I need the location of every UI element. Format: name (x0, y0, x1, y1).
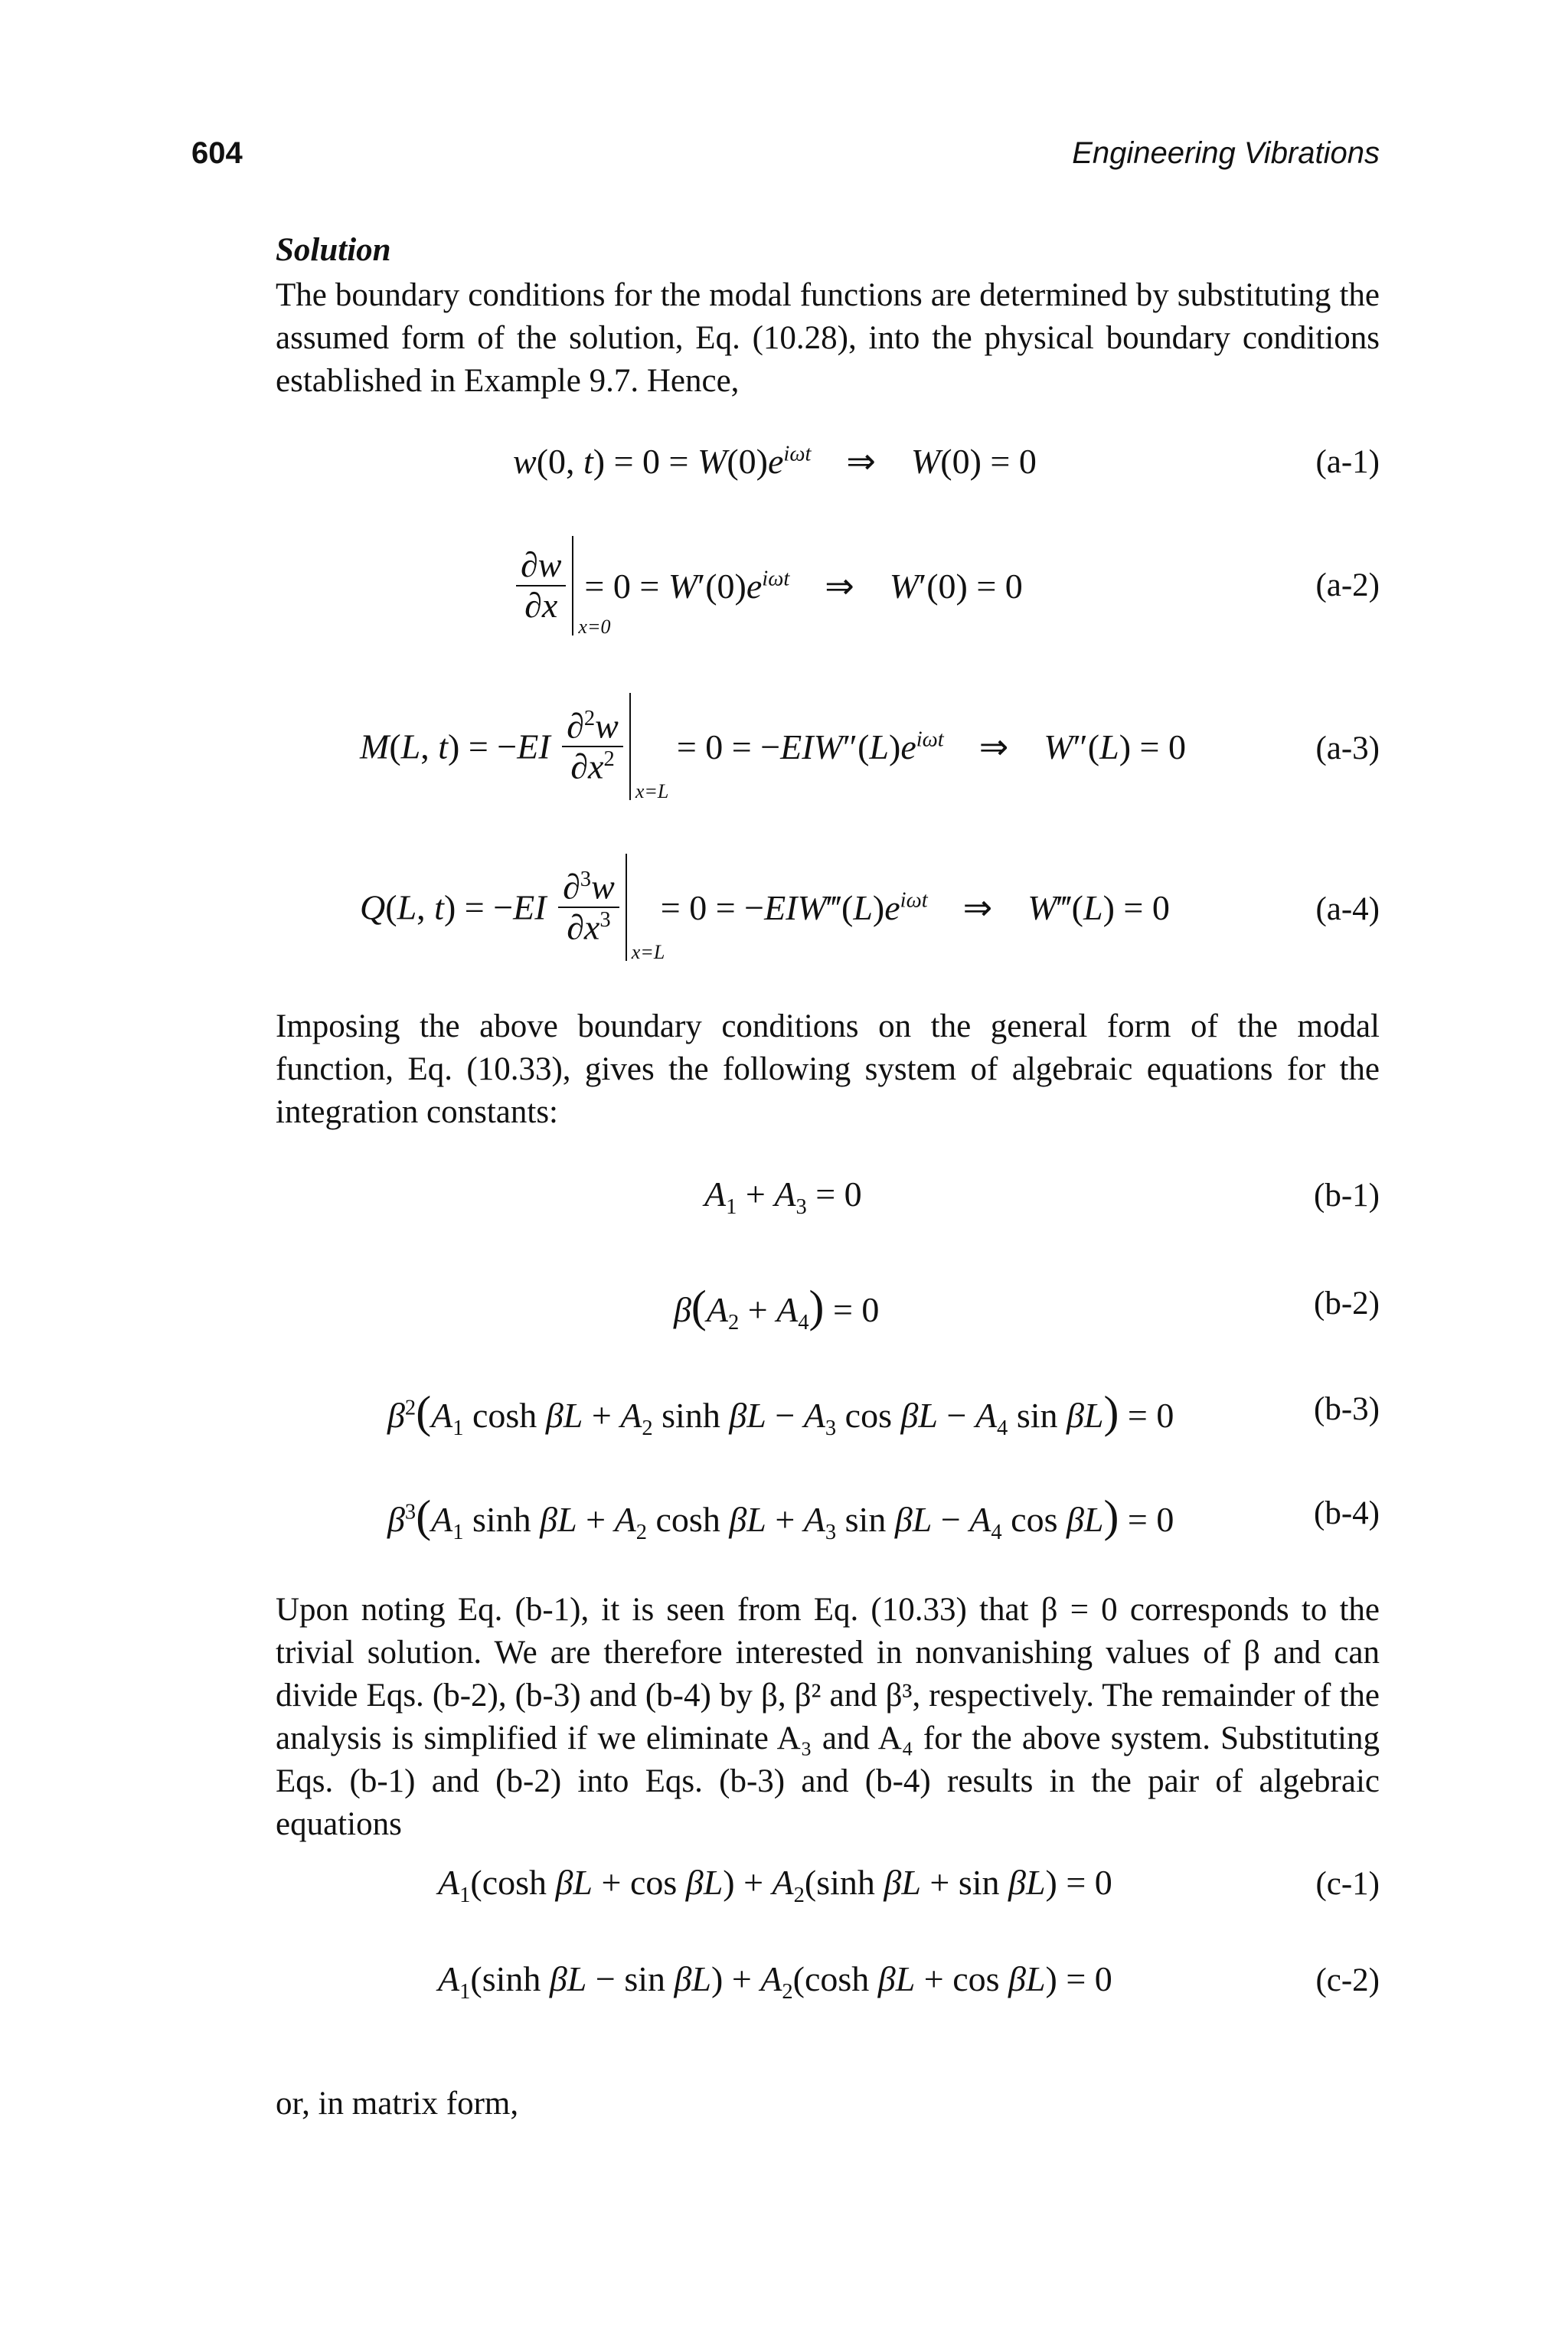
equation-b3 (230, 1386, 1380, 1439)
equation-a2-body: $\frac{\partial w}{\partial x}$ x=0 = $0 = W'(0)e^{i\omega t}$ ⇒ W′(0) = 0 (513, 536, 1023, 635)
equation-label: (b-2) (1314, 1286, 1380, 1322)
paragraph-imposing: Imposing the above boundary conditions on the general form of the modal function, Eq. (10.33), gives the following system of algebraic equations for the integration constants: (276, 1008, 1380, 1130)
equation-label: (c-2) (1315, 1962, 1380, 1998)
equation-c2-body: $A_1(\sinh$ $\beta L - \sin \beta L) + A_2(\cosh$ βL + cos βL) = 0 (438, 1959, 1112, 2004)
equation-label: (b-3) (1314, 1391, 1380, 1427)
equation-a1-body: w(0, $t) = 0 = W(0)e^{i\omega t}$ ⇒ W(0) = 0 (513, 442, 1037, 481)
equation-c1-body: $A_1(\cosh$ $\beta L + \cos \beta L) + A_2(\sinh$ βL + sin βL) = 0 (438, 1863, 1112, 1908)
section-title: Solution (276, 232, 391, 268)
equation-b1 (230, 1174, 1380, 1227)
page-number: 604 (191, 136, 243, 170)
running-header-title: Engineering Vibrations (1072, 136, 1380, 170)
equation-label: (a-2) (1315, 567, 1380, 603)
paragraph-upon-noting: Upon noting Eq. (b-1), it is seen from Eq. (10.33) that β = 0 corresponds to the trivial solution. We are therefore interested in nonvanishing values of β and can divide Eqs. (b-2), (b-3) and (b-4) by β, β² and β³, respectively. The remainder of the analysis is simplified if we eliminate A₃ and A₄ for the above system. Substituting Eqs. (b-1) and (b-2) into Eqs. (b-3) and (b-4) results in the pair of algebraic equations (276, 1592, 1380, 1842)
equation-a3-body: M(L, t) = −EI $\frac{\partial^2w}{\partial x^2}$ x=L = $0 = -EIW''(L)e^{i\omega t}$ ⇒ W″(L) = 0 (360, 693, 1186, 800)
equation-label: (c-1) (1315, 1866, 1380, 1902)
equation-a1 (230, 440, 1380, 494)
equation-c1 (230, 1862, 1380, 1916)
equation-b3-body: $\beta^2(A_1$ $\cosh \beta L + A_2$ $\sinh \beta L - A_3$ $\cos \beta L - A_4$ sin βL) = 0 (387, 1387, 1174, 1441)
equation-label: (b-4) (1314, 1495, 1380, 1531)
equation-label: (b-1) (1314, 1178, 1380, 1214)
equation-b2-body: $\beta(A_2 + A_4) = 0$ (674, 1281, 880, 1335)
paragraph-matrix-form: or, in matrix form, (276, 2086, 519, 2122)
equation-a4 (230, 854, 1380, 984)
equation-a3 (230, 693, 1380, 823)
paragraph-intro: The boundary conditions for the modal functions are determined by substituting the assumed form of the solution, Eq. (10.28), into the physical boundary conditions established in Example 9.7. Hence, (276, 277, 1380, 399)
equation-label: (a-4) (1315, 891, 1380, 927)
equation-a4-body: Q(L, t) = −EI $\frac{\partial^3w}{\partial x^3}$ x=L = $0 = -EIW‴(L)e^{i\omega t}$ ⇒ W‴(L) = 0 (360, 854, 1170, 961)
equation-label: (a-3) (1315, 730, 1380, 766)
equation-a2 (230, 536, 1380, 658)
equation-c2 (230, 1959, 1380, 2012)
equation-b4 (230, 1490, 1380, 1544)
equation-b1-body: $A_1 + A_3 = 0$ (704, 1175, 862, 1220)
equation-b2 (230, 1280, 1380, 1334)
equation-b4-body: $\beta^3(A_1$ $\sinh \beta L + A_2$ $\cosh \beta L + A_3$ $\sin \beta L - A_4$ cos βL) = 0 (387, 1491, 1174, 1545)
equation-label: (a-1) (1315, 444, 1380, 480)
